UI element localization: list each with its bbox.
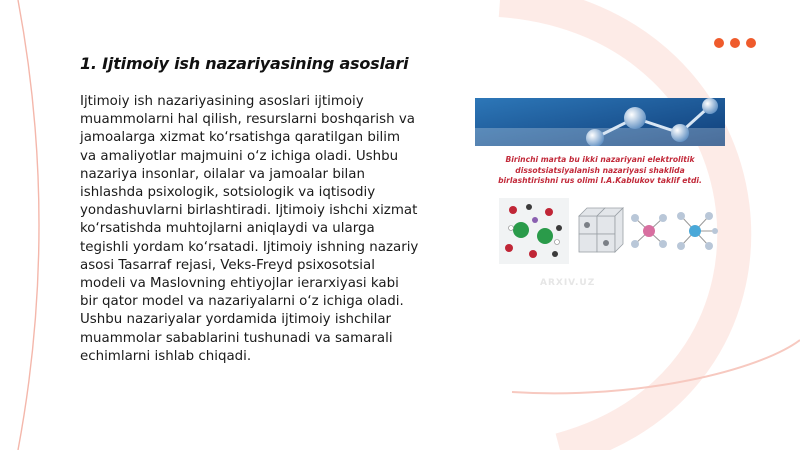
ionic-lattice-image — [499, 198, 569, 264]
crystal-cube-image — [573, 198, 625, 264]
slide-body-text: Ijtimoiy ish nazariyasining asoslari ijtimoiy muammolarni hal qilish, resurslarni boshqarish va jamoalarga xizmat ko‘rsatishga qaratilgan bilim va amaliyotlar majmuini o‘z ichiga oladi. Ushbu nazariya insonlar, oilalar va jamoalar bilan ishlashda psixologik, sotsiologik va iqtisodiy yondashuvlarni birlashtiradi. Ijtimoiy ishchi xizmat ko‘rsatishda muhtojlarni aniqlaydi va ularga tegishli yordam ko‘rsatadi. Ijtimoiy ishning nazariy asosi Tasarraf rejasi, Veks-Freyd psixosotsial modeli va Maslovning ehtiyojlar ierarxiyasi kabi bir qator model va nazariyalarni o‘z ichiga oladi. Ushbu nazariyalar yordamida ijtimoiy ishchilar muammolar sabablarini tushunadi va samarali echimlarni ishlab chiqadi. — [80, 94, 419, 364]
molecule-banner-image — [475, 98, 725, 146]
molecule-figure — [475, 98, 725, 268]
hydrated-ion-image-2 — [671, 198, 719, 264]
watermark-text: ARXIV.UZ — [540, 278, 596, 288]
slide-title: 1. Ijtimoiy ish nazariyasining asoslari — [80, 54, 409, 73]
menu-dots-icon — [714, 38, 756, 48]
figure-caption: Birinchi marta bu ikki nazariyani elektrolitik dissotsiatsiyalanish nazariyasi shaklida birlashtirishni rus olimi I.A.Kablukov taklif etdi. — [498, 155, 702, 185]
hydrated-ion-image — [627, 198, 671, 264]
